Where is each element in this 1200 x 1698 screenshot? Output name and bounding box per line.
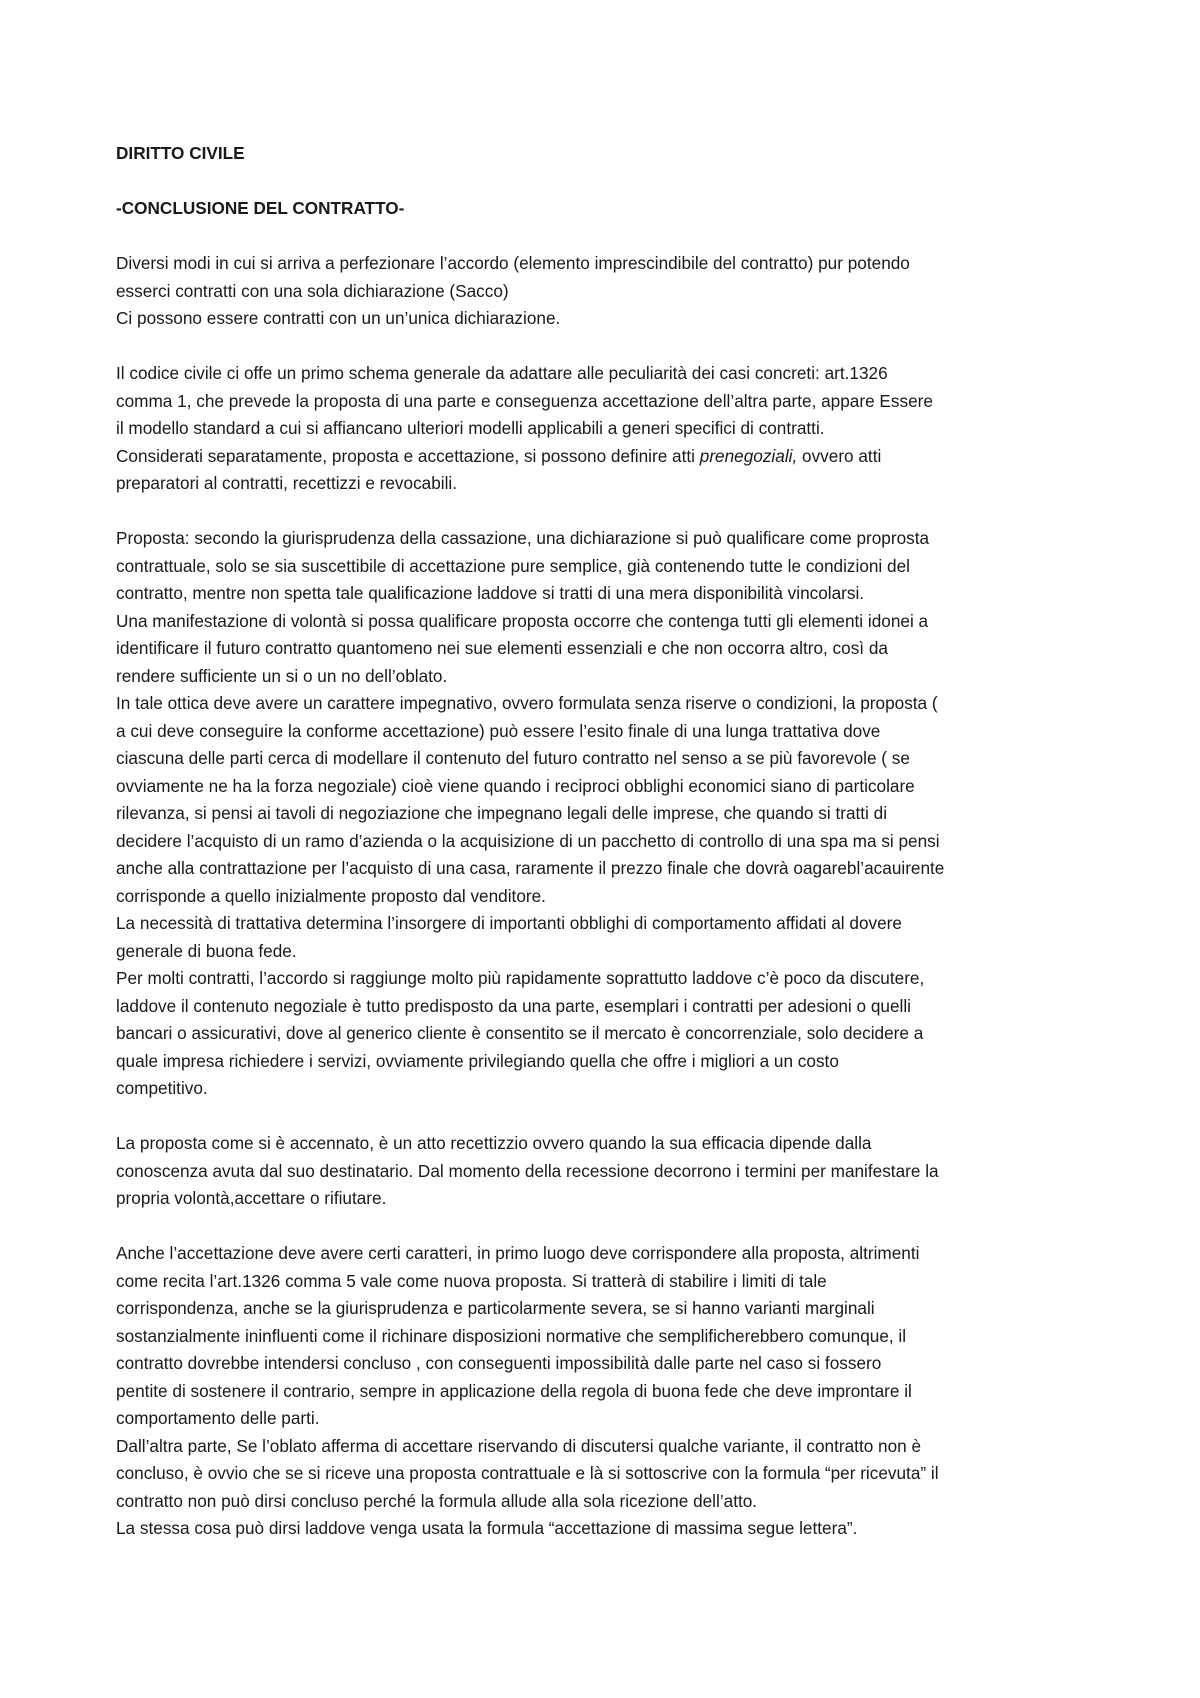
text-line: contratto, mentre non spetta tale qualificazione laddove si tratti di una mera disponibilità vincolarsi. xyxy=(116,583,865,603)
text-line: quale impresa richiedere i servizi, ovviamente privilegiando quella che offre i migliori a un costo xyxy=(116,1050,839,1071)
text-line: decidere l’acquisto di un ramo d’azienda o la acquisizione di un pacchetto di controllo di una spa ma si pensi xyxy=(116,830,940,851)
text-line: esserci contratti con una sola dichiarazione (Sacco) xyxy=(116,280,509,301)
text-line: il modello standard a cui si affiancano ulteriori modelli applicabili a generi specifici di contratti. xyxy=(116,418,825,438)
document-title: DIRITTO CIVILE xyxy=(116,143,245,163)
text-line: Il codice civile ci offe un primo schema generale da adattare alle peculiarità dei casi concreti: art.1326 xyxy=(116,363,888,383)
text-line: rendere sufficiente un si o un no dell’oblato. xyxy=(116,665,448,686)
text-line: Per molti contratti, l’accordo si raggiunge molto più rapidamente soprattutto laddove c’è poco da discutere, xyxy=(116,968,925,988)
text-line: contratto non può dirsi concluso perché la formula allude alla sola ricezione dell’atto. xyxy=(116,1490,758,1511)
text-line: generale di buona fede. xyxy=(116,940,297,961)
text-segment: ovvero atti xyxy=(797,445,882,466)
text-line: La proposta come si è accennato, è un atto recettizzio ovvero quando la sua efficacia dipende dalla xyxy=(116,1133,872,1153)
text-line: Anche l’accettazione deve avere certi caratteri, in primo luogo deve corrispondere alla proposta, altrimenti xyxy=(116,1243,920,1263)
text-line: concluso, è ovvio che se si riceve una proposta contrattuale e là si sottoscrive con la formula “per ricevuta” il xyxy=(116,1463,939,1483)
paragraph-3 xyxy=(116,525,1096,1103)
paragraph-5 xyxy=(116,1240,1096,1543)
text-line: pentite di sostenere il contrario, sempre in applicazione della regola di buona fede che deve improntare il xyxy=(116,1380,912,1401)
text-line: laddove il contenuto negoziale è tutto predisposto da una parte, esemplari i contratti per adesioni o quelli xyxy=(116,995,911,1016)
paragraph-4 xyxy=(116,1130,1096,1213)
text-line: bancari o assicurativi, dove al generico cliente è consentito se il mercato è concorrenziale, solo decidere a xyxy=(116,1023,924,1043)
text-line: ovviamente ne ha la forza negoziale) cioè viene quando i reciproci obblighi economici siano di particolare xyxy=(116,775,915,796)
text-line: contrattuale, solo se sia suscettibile di accettazione pure semplice, già contenendo tutte le condizioni del xyxy=(116,555,910,576)
text-line: Una manifestazione di volontà si possa qualificare proposta occorre che contenga tutti gli elementi idonei a xyxy=(116,610,929,631)
text-line: conoscenza avuta dal suo destinatario. Dal momento della recessione decorrono i termini per manifestare la xyxy=(116,1160,939,1181)
text-line: comportamento delle parti. xyxy=(116,1408,320,1428)
italic-term: prenegoziali, xyxy=(699,445,798,466)
text-line: contratto dovrebbe intendersi concluso , con conseguenti impossibilità dalle parte nel caso si fossero xyxy=(116,1353,882,1373)
text-line: a cui deve conseguire la conforme accettazione) può essere l’esito finale di una lunga trattativa dove xyxy=(116,720,881,741)
document-subtitle: -CONCLUSIONE DEL CONTRATTO- xyxy=(116,198,405,218)
text-segment: Considerati separatamente, proposta e accettazione, si possono definire atti xyxy=(116,445,700,466)
text-line: propria volontà,accettare o rifiutare. xyxy=(116,1188,387,1208)
text-line: corrisponde a quello inizialmente proposto dal venditore. xyxy=(116,885,546,906)
text-line: comma 1, che prevede la proposta di una parte e conseguenza accettazione dell’altra parte, appare Essere xyxy=(116,390,933,411)
text-line: competitivo. xyxy=(116,1078,208,1098)
text-line: preparatori al contratti, recettizzi e revocabili. xyxy=(116,473,458,493)
text-line: identificare il futuro contratto quantomeno nei sue elementi essenziali e che non occorra altro, così da xyxy=(116,638,888,658)
text-line: anche alla contrattazione per l’acquisto di una casa, raramente il prezzo finale che dovrà oagarebl’acauirente xyxy=(116,858,945,878)
text-line: come recita l’art.1326 comma 5 vale come nuova proposta. Si tratterà di stabilire i limiti di tale xyxy=(116,1270,827,1291)
text-line: In tale ottica deve avere un carattere impegnativo, ovvero formulata senza riserve o condizioni, la proposta ( xyxy=(116,693,938,713)
text-line: ciascuna delle parti cerca di modellare il contenuto del futuro contratto nel senso a se più favorevole ( se xyxy=(116,748,910,768)
text-line: La stessa cosa può dirsi laddove venga usata la formula “accettazione di massima segue lettera”. xyxy=(116,1518,858,1538)
text-line: La necessità di trattativa determina l’insorgere di importanti obblighi di comportamento affidati al dovere xyxy=(116,913,902,933)
text-line: Diversi modi in cui si arriva a perfezionare l’accordo (elemento imprescindibile del contratto) pur potendo xyxy=(116,253,910,273)
text-line: Proposta: secondo la giurisprudenza della cassazione, una dichiarazione si può qualificare come proprosta xyxy=(116,528,930,548)
text-line xyxy=(116,443,1096,471)
text-line: sostanzialmente ininfluenti come il richinare disposizioni normative che semplificherebbero comunque, il xyxy=(116,1325,907,1346)
paragraph-2 xyxy=(116,360,1096,498)
text-line: Dall’altra parte, Se l’oblato afferma di accettare riservando di discutersi qualche variante, il contratto non è xyxy=(116,1435,922,1456)
text-line: rilevanza, si pensi ai tavoli di negoziazione che impegnano legali delle imprese, che quando si tratti di xyxy=(116,803,888,823)
document-page xyxy=(116,140,1096,1543)
paragraph-1 xyxy=(116,250,1096,333)
text-line: Ci possono essere contratti con un un’unica dichiarazione. xyxy=(116,308,561,328)
text-line: corrispondenza, anche se la giurisprudenza e particolarmente severa, se si hanno varianti marginali xyxy=(116,1298,875,1318)
